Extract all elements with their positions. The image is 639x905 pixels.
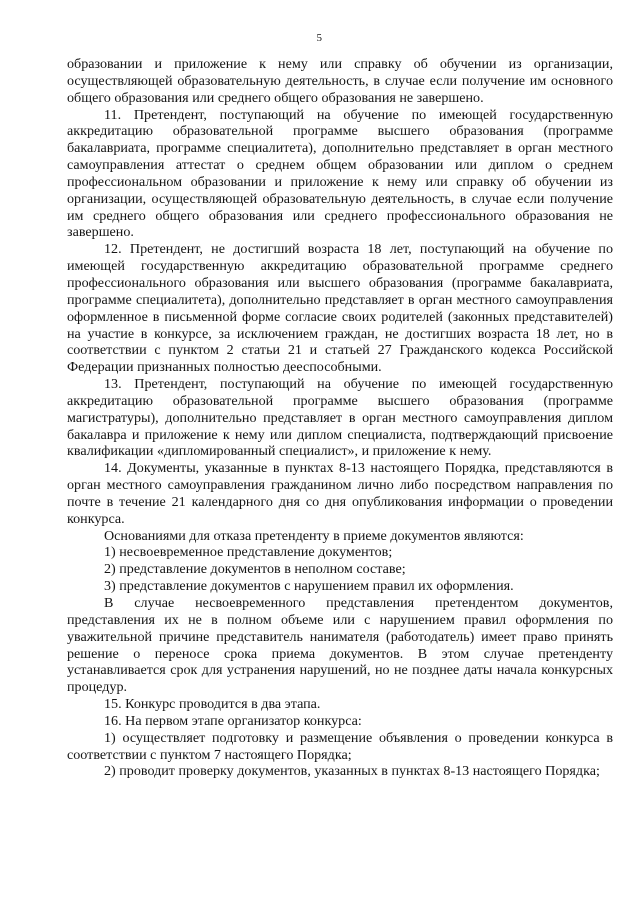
page-number: 5 [316, 32, 323, 44]
paragraph-item-11: 11. Претендент, поступающий на обучение по имеющей государственную аккредитацию образовательной программе высшего образования (программе бакалавриата, программе специалитета), дополнительно представляет в орган местного самоуправления аттестат о среднем общем образовании или диплом о среднем профессиональном образовании и приложение к нему или справку об обучении из организации, осуществляющей образовательную деятельность, в случае если получение им среднего общего образования или среднего профессионального образования не завершено. [67, 106, 613, 241]
list-item-refusal-1: 1) несвоевременное представление документов; [104, 544, 393, 561]
paragraph-continuation: образовании и приложение к нему или справку об обучении из организации, осуществляющей образовательную деятельность, в случае если получение им основного общего образования или среднего общего образования не завершено. [67, 56, 613, 106]
list-item-stage1-1: 1) осуществляет подготовку и размещение объявления о проведении конкурса в соответствии с пунктом 7 настоящего Порядка; [67, 729, 613, 763]
paragraph-late-submission: В случае несвоевременного представления претендентом документов, представления их не в полном объеме или с нарушением правил оформления по уважительной причине представитель нанимателя (работодатель) имеет право принять решение о переносе срока приема документов. В этом случае претенденту устанавливается срок для устранения нарушений, но не позднее даты начала конкурсных процедур. [67, 595, 613, 696]
paragraph-item-15: 15. Конкурс проводится в два этапа. [104, 696, 321, 713]
paragraph-item-12: 12. Претендент, не достигший возраста 18 лет, поступающий на обучение по имеющей государственную аккредитацию образовательной программе среднего профессионального образования или высшего образования (программе бакалавриата, программе специалитета), дополнительно представляет в орган местного самоуправления оформленное в письменной форме согласие своих родителей (законных представителей) на участие в конкурсе, за исключением граждан, не достигших возраста 18 лет, но в соответствии с пунктом 2 статьи 21 и статьей 27 Гражданского кодекса Российской Федерации признанных полностью дееспособными. [67, 241, 613, 376]
list-item-stage1-2: 2) проводит проверку документов, указанных в пунктах 8-13 настоящего Порядка; [104, 763, 600, 780]
paragraph-item-14: 14. Документы, указанные в пунктах 8-13 настоящего Порядка, представляются в орган местного самоуправления гражданином лично либо посредством направления по почте в течение 21 календарного дня со дня опубликования информации о проведении конкурса. [67, 460, 613, 527]
list-item-refusal-2: 2) представление документов в неполном составе; [104, 561, 406, 578]
paragraph-item-13: 13. Претендент, поступающий на обучение по имеющей государственную аккредитацию образовательной программе высшего образования (программе магистратуры), дополнительно представляет в орган местного самоуправления диплом бакалавра и приложение к нему или диплом специалиста, подтверждающий присвоение квалификации «дипломированный специалист», и приложение к нему. [67, 376, 613, 460]
paragraph-item-16: 16. На первом этапе организатор конкурса: [104, 712, 362, 729]
document-body [67, 56, 613, 780]
paragraph-refusal-grounds: Основаниями для отказа претенденту в приеме документов являются: [104, 527, 524, 544]
list-item-refusal-3: 3) представление документов с нарушением правил их оформления. [104, 578, 514, 595]
